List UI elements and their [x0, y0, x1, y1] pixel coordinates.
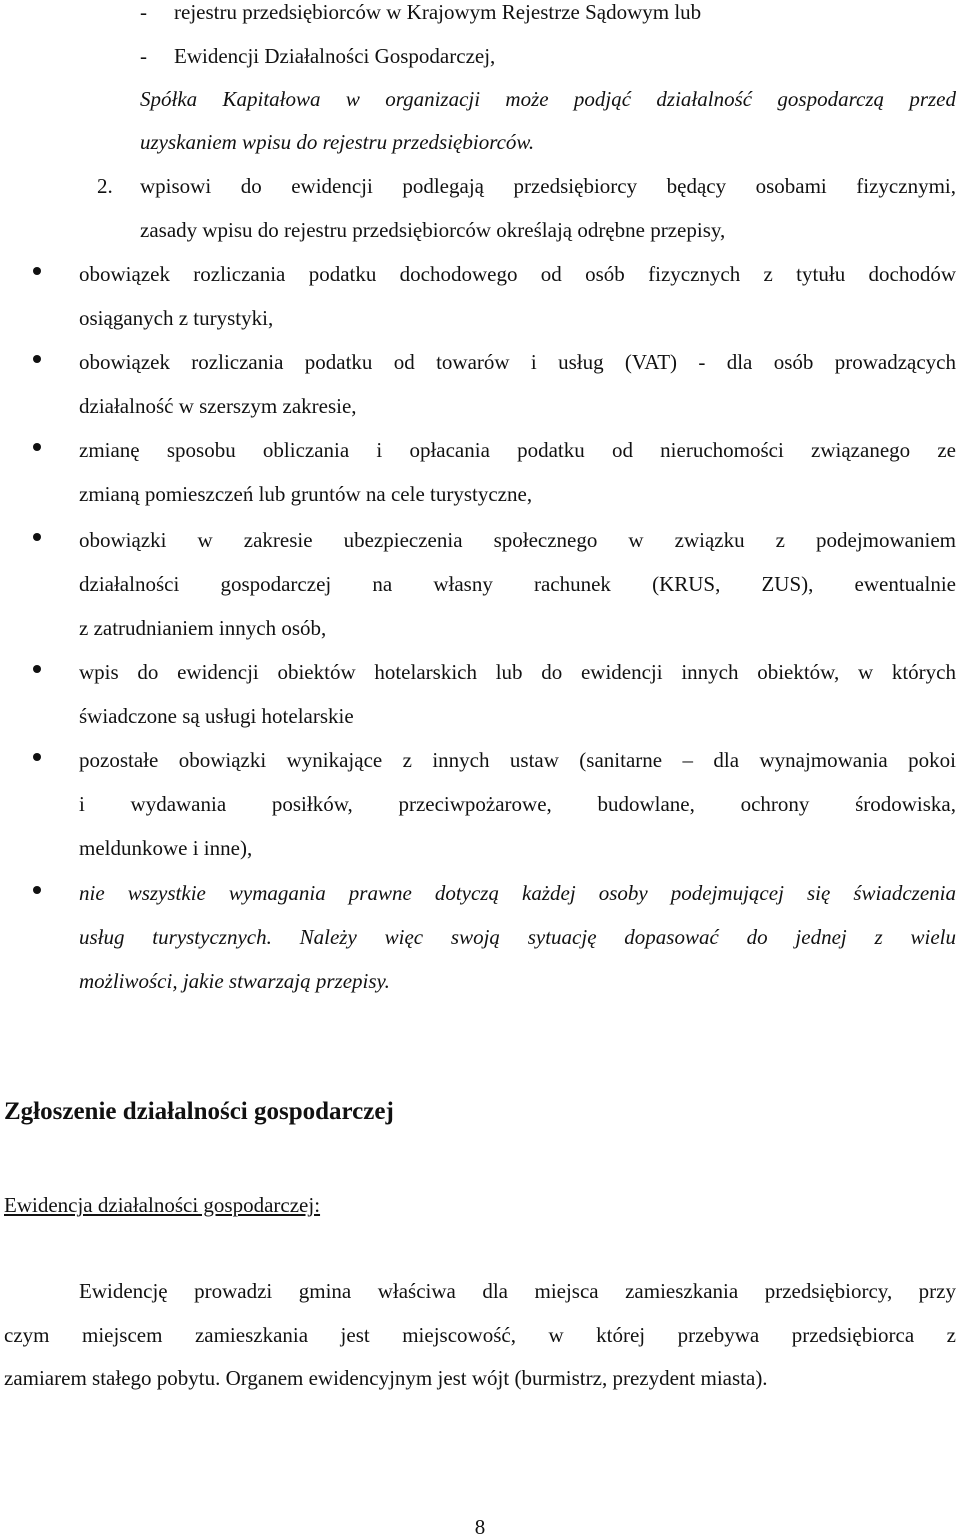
- dash-marker: -: [140, 0, 147, 24]
- bullet-line: i wydawania posiłków, przeciwpożarowe, budowlane, ochrony środowiska,: [79, 792, 956, 816]
- bullet-line: świadczone są usługi hotelarskie: [79, 704, 354, 728]
- point2-line: wpisowi do ewidencji podlegają przedsiębiorcy będący osobami fizycznymi,: [140, 174, 956, 198]
- bullet-marker: [33, 886, 41, 894]
- paragraph-line: Ewidencję prowadzi gmina właściwa dla miejsca zamieszkania przedsiębiorcy, przy: [79, 1279, 956, 1303]
- bullet-line: wpis do ewidencji obiektów hotelarskich lub do ewidencji innych obiektów, w których: [79, 660, 956, 684]
- section-subheading: Ewidencja działalności gospodarczej:: [4, 1193, 321, 1217]
- bullet-line: możliwości, jakie stwarzają przepisy.: [79, 969, 390, 993]
- bullet-line: osiąganych z turystyki,: [79, 306, 274, 330]
- bullet-marker: [33, 665, 41, 673]
- italic-note-line: uzyskaniem wpisu do rejestru przedsiębiorców.: [140, 130, 535, 154]
- point-number: 2.: [97, 174, 113, 198]
- bullet-line: pozostałe obowiązki wynikające z innych ustaw (sanitarne – dla wynajmowania pokoi: [79, 748, 956, 772]
- bullet-line: zmianę sposobu obliczania i opłacania podatku od nieruchomości związanego ze: [79, 438, 956, 462]
- bullet-line: zmianą pomieszczeń lub gruntów na cele turystyczne,: [79, 482, 533, 506]
- list-item-registry: [140, 0, 701, 44]
- list-item-text: rejestru przedsiębiorców w Krajowym Rejestrze Sądowym lub: [174, 0, 702, 24]
- bullet-line: obowiązek rozliczania podatku dochodowego od osób fizycznych z tytułu dochodów: [79, 262, 956, 286]
- list-item-text: Ewidencji Działalności Gospodarczej,: [174, 44, 496, 68]
- bullet-line: obowiązki w zakresie ubezpieczenia społecznego w związku z podejmowaniem: [79, 528, 956, 552]
- paragraph-line: zamiarem stałego pobytu. Organem ewidencyjnym jest wójt (burmistrz, prezydent miasta).: [4, 1366, 768, 1390]
- bullet-line: obowiązek rozliczania podatku od towarów i usług (VAT) - dla osób prowadzących: [79, 350, 956, 374]
- point2-line: zasady wpisu do rejestru przedsiębiorców określają odrębne przepisy,: [140, 218, 726, 242]
- bullet-line: działalność w szerszym zakresie,: [79, 394, 357, 418]
- bullet-marker: [33, 753, 41, 761]
- bullet-marker: [33, 443, 41, 451]
- dash-marker: -: [140, 44, 147, 68]
- bullet-marker: [33, 533, 41, 541]
- bullet-line: z zatrudnianiem innych osób,: [79, 616, 327, 640]
- bullet-line: nie wszystkie wymagania prawne dotyczą każdej osoby podejmującej się świadczenia: [79, 881, 956, 905]
- bullet-marker: [33, 355, 41, 363]
- list-item-ewidencja: [140, 44, 495, 88]
- page-number: 8: [474, 1515, 486, 1539]
- bullet-line: działalności gospodarczej na własny rachunek (KRUS, ZUS), ewentualnie: [79, 572, 956, 596]
- bullet-line: usług turystycznych. Należy więc swoją sytuację dopasować do jednej z wielu: [79, 925, 956, 949]
- italic-note-line: Spółka Kapitałowa w organizacji może podjąć działalność gospodarczą przed: [140, 87, 956, 111]
- paragraph-line: czym miejscem zamieszkania jest miejscowość, w której przebywa przedsiębiorca z: [4, 1323, 956, 1347]
- section-heading: Zgłoszenie działalności gospodarczej: [4, 1098, 394, 1125]
- bullet-line: meldunkowe i inne),: [79, 836, 253, 860]
- bullet-marker: [33, 267, 41, 275]
